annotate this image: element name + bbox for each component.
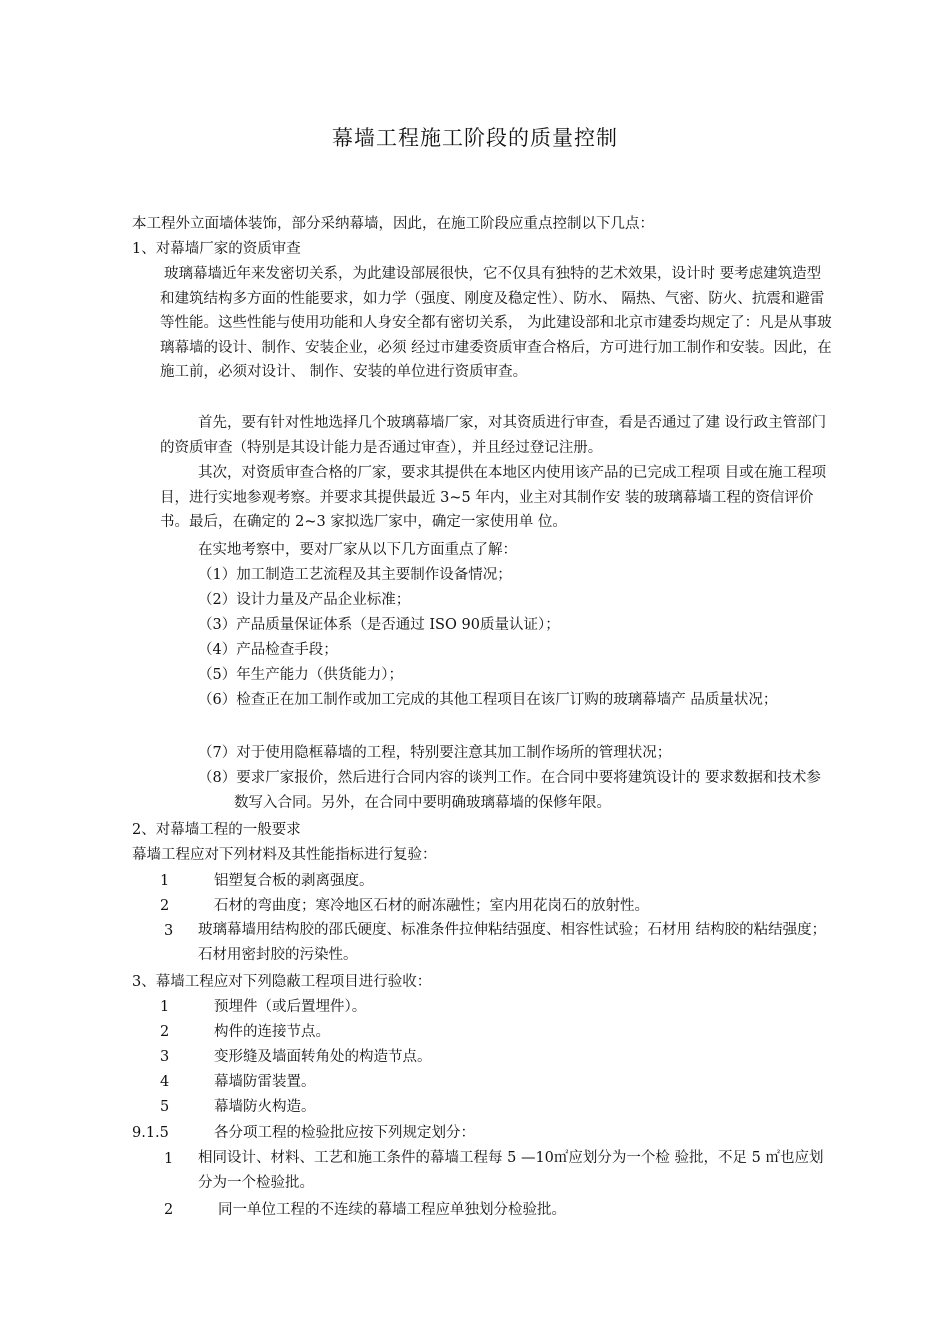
section-4-code: 9.1.5 (132, 1125, 169, 1141)
item-number: 5 (160, 1099, 170, 1115)
section-1-paragraph-2: 首先，要有针对性地选择几个玻璃幕墙厂家，对其资质进行审查，看是否通过了建 设行政主管部门的资质审查（特别是其设计能力是否通过审查），并且经过登记注册。 (160, 415, 827, 456)
section-1-heading: 1、对幕墙厂家的资质审查 (132, 241, 301, 257)
item-number: 1 (160, 873, 170, 889)
list-item: 同一单位工程的不连续的幕墙工程应单独划分检验批。 (218, 1202, 566, 1218)
section-2-lead: 幕墙工程应对下列材料及其性能指标进行复验： (132, 847, 437, 863)
list-item: 预埋件（或后置埋件）。 (214, 999, 367, 1015)
list-item: 玻璃幕墙用结构胶的邵氏硬度、标准条件拉伸粘结强度、相容性试验；石材用 结构胶的粘结强度；石材用密封胶的污染性。 (198, 922, 827, 963)
item-number: 2 (160, 898, 170, 914)
list-item: （5）年生产能力（供货能力）； (198, 667, 403, 683)
list-item: （2）设计力量及产品企业标准； (198, 592, 411, 608)
list-item: 石材的弯曲度；寒冷地区石材的耐冻融性；室内用花岗石的放射性。 (214, 898, 649, 914)
list-item: 幕墙防火构造。 (214, 1099, 316, 1115)
section-1-paragraph-1: 玻璃幕墙近年来发密切关系，为此建设部展很快，它不仅具有独特的艺术效果，设计时 要考虑建筑造型和建筑结构多方面的性能要求，如力学（强度、刚度及稳定性）、防水、 隔热、气密、防火、抗震和避雷等性能。这些性能与使用功能和人身安全都有密切关系， 为此建设部和北京市建委均规定了：凡是从事玻璃幕墙的设计、制作、安装企业，必须 经过市建委资质审查合格后，方可进行加工制作和安装。因此，在施工前，必须对设计、 制作、安装的单位进行资质审查。 (160, 266, 832, 380)
item-number: 2 (160, 1024, 170, 1040)
list-item: 构件的连接节点。 (214, 1024, 330, 1040)
list-item: （3）产品质量保证体系（是否通过 ISO 90质量认证）； (198, 617, 560, 633)
section-4-heading: 各分项工程的检验批应按下列规定划分： (214, 1125, 475, 1141)
intro-text: 本工程外立面墙体装饰，部分采纳幕墙，因此，在施工阶段应重点控制以下几点： (132, 216, 654, 232)
list-item: （7）对于使用隐框幕墙的工程，特别要注意其加工制作场所的管理状况； (198, 745, 672, 761)
list-item: （6）检查正在加工制作或加工完成的其他工程项目在该厂订购的玻璃幕墙产 品质量状况； (198, 692, 778, 708)
list-item: 变形缝及墙面转角处的构造节点。 (214, 1049, 432, 1065)
document-title: 幕墙工程施工阶段的质量控制 (332, 126, 618, 150)
item-number: 1 (160, 999, 170, 1015)
list-item: （8）要求厂家报价，然后进行合同内容的谈判工作。在合同中要将建筑设计的 要求数据和技术参数写入合同。另外，在合同中要明确玻璃幕墙的保修年限。 (198, 770, 821, 811)
list-item: 幕墙防雷装置。 (214, 1074, 316, 1090)
item-number: 4 (160, 1074, 170, 1090)
item-number: 3 (164, 923, 174, 939)
item-number: 1 (164, 1151, 174, 1167)
section-1-paragraph-4: 在实地考察中，要对厂家从以下几方面重点了解： (198, 542, 517, 558)
item-number: 2 (164, 1202, 174, 1218)
section-2-heading: 2、对幕墙工程的一般要求 (132, 822, 301, 838)
section-3-heading: 3、幕墙工程应对下列隐蔽工程项目进行验收： (132, 974, 432, 990)
list-item: （1）加工制造工艺流程及其主要制作设备情况； (198, 567, 512, 583)
list-item: 铝塑复合板的剥离强度。 (214, 873, 374, 889)
item-number: 3 (160, 1049, 170, 1065)
list-item: 相同设计、材料、工艺和施工条件的幕墙工程每 5 —10㎡应划分为一个检 验批，不足 5 ㎡也应划分为一个检验批。 (198, 1150, 824, 1191)
section-1-paragraph-3: 其次，对资质审查合格的厂家，要求其提供在本地区内使用该产品的已完成工程项 目或在施工程项目，进行实地参观考察。并要求其提供最近 3~5 年内，业主对其制作安 装的玻璃幕墙工程的资信评价书。最后，在确定的 2~3 家拟选厂家中，确定一家使用单 位。 (160, 465, 827, 530)
list-item: （4）产品检查手段； (198, 642, 338, 658)
